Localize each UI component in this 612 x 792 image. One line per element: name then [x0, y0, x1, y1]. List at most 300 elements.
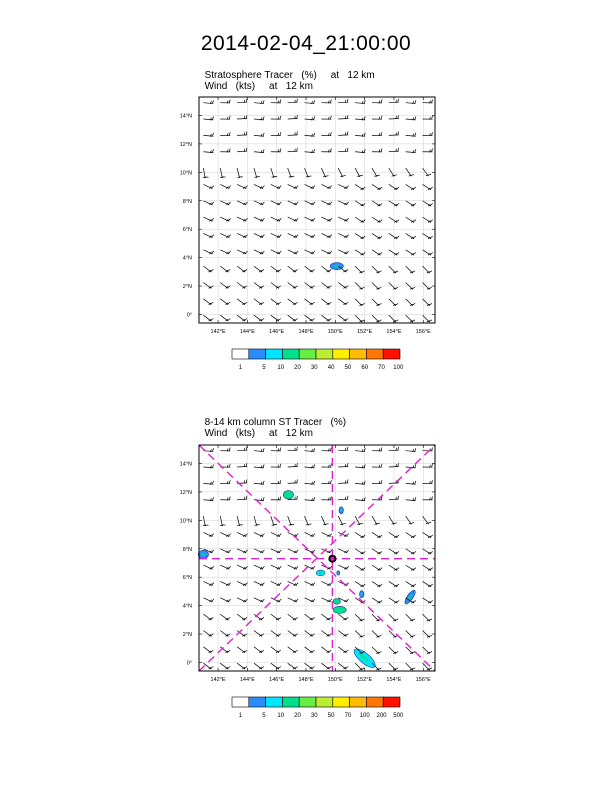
wind-barb — [203, 598, 213, 602]
wind-barb — [321, 315, 331, 321]
colorbar-swatch — [366, 697, 383, 707]
wind-barb — [338, 282, 348, 288]
wind-barb — [406, 497, 416, 501]
wind-barb — [237, 532, 247, 536]
wind-barb — [406, 481, 416, 485]
wind-barb — [355, 581, 365, 586]
x-tick-label: 146°E — [269, 329, 285, 335]
wind-barb — [321, 250, 331, 254]
wind-barb — [338, 131, 348, 135]
wind-barb — [372, 149, 382, 153]
wind-barb — [237, 463, 247, 467]
wind-barb — [237, 233, 247, 237]
wind-barb — [271, 663, 281, 669]
y-tick-label: 8°N — [182, 546, 192, 553]
wind-barb — [406, 217, 416, 222]
wind-barb — [220, 233, 230, 237]
wind-barb — [305, 516, 312, 525]
colorbar-label: 10 — [277, 365, 285, 371]
x-tick-label: 142°E — [210, 329, 226, 335]
wind-barb — [254, 201, 264, 205]
wind-barb — [203, 184, 213, 188]
x-tick-label: 152°E — [357, 677, 373, 683]
wind-barb — [254, 448, 264, 452]
wind-barb — [203, 630, 213, 636]
wind-barb — [406, 565, 416, 570]
wind-barb — [237, 598, 247, 602]
wind-barb — [355, 133, 365, 137]
x-tick-label: 146°E — [269, 677, 285, 683]
wind-barb — [355, 565, 365, 570]
wind-barb — [321, 266, 331, 272]
wind-barb — [220, 282, 230, 288]
wind-barb — [321, 464, 331, 468]
wind-barb — [254, 217, 264, 221]
wind-barb — [271, 282, 281, 288]
colorbar-swatch — [383, 697, 400, 707]
panel2-field-name: 8-14 km column ST Tracer (%) — [204, 417, 347, 428]
wind-barb — [254, 149, 264, 153]
wind-barb — [321, 598, 331, 602]
wind-barb — [355, 663, 364, 670]
y-tick-label: 0° — [186, 660, 192, 667]
tracer-blob-core-1 — [340, 509, 342, 512]
wind-barb — [406, 549, 416, 554]
x-tick-label: 148°E — [298, 677, 314, 683]
x-tick-label: 154°E — [386, 329, 402, 335]
wind-barb — [423, 480, 433, 484]
panel1-field-level: at 12 km — [330, 70, 375, 81]
wind-barb — [423, 201, 433, 206]
wind-barb — [271, 315, 281, 321]
x-tick-label: 156°E — [415, 329, 431, 335]
colorbar-label: 100 — [359, 713, 370, 719]
wind-barb — [423, 549, 433, 554]
colorbar-label: 40 — [327, 365, 335, 371]
wind-barb — [237, 549, 247, 553]
wind-barb — [203, 315, 213, 321]
wind-barb — [338, 233, 348, 237]
wind-barb — [423, 233, 433, 238]
y-tick-label: 8°N — [182, 198, 192, 205]
wind-barb — [389, 663, 398, 670]
wind-barb — [288, 115, 298, 119]
wind-barb — [406, 614, 415, 621]
wind-barb — [220, 250, 230, 254]
wind-barb — [288, 447, 298, 451]
wind-barb — [406, 266, 415, 273]
wind-barb — [355, 217, 365, 222]
wind-barb — [321, 497, 331, 501]
wind-barb — [406, 184, 416, 189]
wind-barb — [423, 598, 433, 603]
colorbar-swatch — [333, 349, 350, 359]
colorbar-swatch — [232, 349, 249, 359]
wind-barb — [406, 117, 416, 121]
x-tick-label: 148°E — [298, 329, 314, 335]
colorbar — [232, 697, 404, 719]
wind-barb — [355, 497, 365, 501]
wind-barb — [237, 581, 247, 585]
wind-barb — [254, 630, 264, 636]
wind-barb — [203, 299, 213, 305]
wind-barb — [355, 299, 364, 306]
wind-barb — [271, 266, 281, 272]
wind-barb — [321, 614, 331, 620]
wind-barb — [423, 647, 432, 654]
y-tick-label: 6°N — [182, 227, 192, 234]
wind-barb — [271, 116, 281, 120]
wind-barb — [288, 217, 298, 221]
x-tick-label: 152°E — [357, 329, 373, 335]
wind-barb — [355, 233, 365, 238]
wind-barb — [372, 532, 382, 537]
wind-barb — [321, 217, 331, 221]
colorbar-label: 60 — [361, 365, 369, 371]
page-title: 2014-02-04_21:00:00 — [200, 32, 412, 55]
x-tick-label: 144°E — [239, 677, 255, 683]
wind-barb — [220, 447, 230, 451]
wind-barb — [423, 565, 433, 570]
map-gridlines — [199, 97, 435, 323]
wind-barb — [321, 116, 331, 120]
colorbar-swatch — [266, 697, 283, 707]
wind-barb — [288, 565, 298, 569]
wind-barb — [355, 481, 365, 485]
wind-barb — [220, 497, 230, 501]
wind-barb — [423, 217, 433, 222]
y-tick-label: 6°N — [182, 575, 192, 582]
wind-barb — [288, 614, 298, 620]
wind-barb — [203, 282, 213, 288]
wind-barb — [254, 117, 264, 121]
wind-barb — [203, 581, 213, 585]
wind-barb — [355, 100, 365, 104]
wind-barb — [406, 532, 416, 537]
wind-barb — [406, 149, 416, 153]
wind-barb — [406, 663, 415, 670]
wind-barb — [372, 464, 382, 468]
wind-barb — [203, 647, 213, 653]
colorbar-label: 100 — [393, 365, 404, 371]
wind-barb — [220, 184, 230, 188]
wind-barb — [355, 614, 364, 621]
colorbar-swatch — [266, 349, 283, 359]
wind-barb — [321, 532, 331, 536]
wind-barb — [203, 117, 213, 121]
wind-barb — [372, 315, 381, 322]
wind-barb — [338, 496, 348, 500]
colorbar-swatch — [316, 349, 333, 359]
wind-barb — [338, 647, 348, 653]
wind-barb — [355, 549, 365, 554]
wind-barb — [288, 233, 298, 237]
wind-barb — [338, 115, 348, 119]
wind-barb — [288, 131, 298, 135]
wind-barb — [220, 266, 230, 272]
wind-barb — [423, 464, 433, 468]
wind-barb — [355, 201, 365, 206]
wind-barb — [355, 149, 365, 153]
wind-barb — [321, 282, 331, 288]
wind-barb — [271, 497, 281, 501]
wind-barb — [237, 299, 247, 305]
wind-barb — [355, 465, 365, 469]
wind-barb — [372, 581, 382, 586]
wind-barb — [372, 266, 381, 273]
colorbar-swatch — [282, 697, 299, 707]
wind-barb — [237, 565, 247, 569]
x-tick-label: 150°E — [327, 677, 343, 683]
wind-barb — [338, 99, 348, 103]
wind-barb — [321, 480, 331, 484]
wind-barb — [203, 250, 213, 254]
wind-barb — [406, 250, 416, 255]
x-tick-label: 150°E — [327, 329, 343, 335]
y-tick-label: 12°N — [179, 489, 192, 496]
wind-barb — [338, 315, 348, 321]
wind-barb — [254, 266, 264, 272]
wind-barb — [271, 581, 281, 585]
wind-barb — [254, 100, 264, 104]
wind-barb — [321, 581, 331, 585]
wind-barb — [389, 299, 398, 306]
wind-barb — [254, 581, 264, 585]
y-tick-label: 12°N — [179, 141, 192, 148]
wind-barb — [423, 497, 433, 501]
wind-barb — [237, 266, 247, 272]
cross-section-lines — [199, 445, 435, 671]
wind-barb — [271, 132, 281, 136]
colorbar-swatch — [350, 349, 367, 359]
colorbar-swatch — [316, 697, 333, 707]
wind-barb — [254, 516, 260, 526]
wind-barb — [254, 565, 264, 569]
wind-barb — [220, 549, 230, 553]
map-frame — [199, 97, 435, 323]
wind-barb — [288, 266, 298, 272]
wind-barb — [271, 549, 281, 553]
wind-barb — [271, 532, 281, 536]
wind-barb — [372, 299, 381, 306]
colorbar-swatch — [333, 697, 350, 707]
wind-barb — [355, 250, 365, 255]
panel1-wind-name: Wind (kts) — [204, 81, 256, 92]
wind-barb — [321, 516, 328, 525]
wind-barb — [423, 266, 432, 273]
wind-barb — [254, 133, 264, 137]
wind-barb — [203, 465, 213, 469]
wind-barb — [288, 463, 298, 467]
wind-barb — [288, 516, 295, 525]
tracer-blob-core-7 — [361, 593, 363, 596]
y-tick-label: 14°N — [179, 113, 192, 120]
wind-barb — [288, 532, 298, 536]
wind-barb — [372, 201, 382, 206]
wind-barb — [220, 116, 230, 120]
wind-barb — [254, 598, 264, 602]
wind-barb — [288, 250, 298, 254]
wind-barb — [423, 532, 433, 537]
wind-barb — [406, 100, 416, 104]
wind-barb — [406, 233, 416, 238]
wind-barb — [338, 447, 348, 451]
wind-barb — [321, 201, 331, 205]
wind-barb — [237, 99, 247, 103]
wind-barb — [338, 463, 348, 467]
wind-barb — [423, 99, 433, 103]
colorbar-swatch — [383, 349, 400, 359]
wind-barb — [220, 532, 230, 536]
wind-barb — [271, 233, 281, 237]
wind-barb — [406, 581, 416, 586]
wind-barb — [271, 464, 281, 468]
wind-barb — [237, 148, 247, 152]
wind-barb — [220, 149, 230, 153]
wind-barb — [271, 184, 281, 188]
y-tick-label: 2°N — [182, 632, 192, 639]
wind-barb — [372, 549, 382, 554]
center-marker-inner — [330, 557, 334, 561]
x-tick-label: 144°E — [239, 329, 255, 335]
panel1-wind-level: at 12 km — [269, 81, 313, 92]
wind-barb — [203, 614, 213, 620]
colorbar-label: 1 — [238, 713, 243, 719]
wind-barb — [254, 282, 264, 288]
wind-barb — [338, 201, 348, 205]
wind-barb — [220, 598, 230, 602]
y-tick-label: 4°N — [182, 255, 192, 262]
wind-barb — [423, 299, 432, 306]
wind-barb — [338, 479, 348, 483]
wind-barb — [423, 614, 432, 621]
wind-barb — [203, 201, 213, 205]
wind-barb — [254, 465, 264, 469]
wind-barb — [372, 233, 382, 238]
wind-barb — [271, 250, 281, 254]
wind-barb — [271, 565, 281, 569]
wind-barb — [389, 315, 398, 322]
colorbar-label: 1 — [238, 365, 243, 371]
colorbar-swatch — [299, 349, 316, 359]
wind-barb — [203, 516, 208, 526]
tracer-blob-core-3 — [319, 572, 323, 575]
wind-barb — [220, 630, 230, 636]
wind-barb — [406, 133, 416, 137]
wind-barb — [423, 315, 432, 322]
wind-barb — [271, 598, 281, 602]
colorbar-swatch — [282, 349, 299, 359]
wind-barb — [203, 532, 213, 536]
y-tick-label: 0° — [186, 312, 192, 319]
wind-barb — [389, 266, 398, 273]
colorbar-swatch — [366, 349, 383, 359]
wind-barb — [406, 448, 416, 452]
wind-barb — [423, 581, 433, 586]
wind-barb — [321, 447, 331, 451]
wind-barb — [237, 184, 247, 188]
tracer-blob-core-5 — [335, 600, 338, 603]
wind-barb — [355, 448, 365, 452]
stratosphere-tracer-map — [0, 80, 612, 380]
wind-barb — [254, 168, 260, 178]
wind-barb — [338, 299, 348, 305]
wind-barb — [288, 630, 298, 636]
wind-barb — [288, 598, 298, 602]
wind-barb — [237, 115, 247, 119]
wind-barb — [254, 233, 264, 237]
wind-barb — [254, 315, 264, 321]
wind-barb — [271, 630, 281, 636]
wind-barb — [288, 315, 298, 321]
wind-barb — [338, 565, 348, 569]
wind-barb — [271, 217, 281, 221]
wind-barb — [203, 217, 213, 221]
colorbar-label: 70 — [378, 365, 385, 371]
wind-barb — [220, 663, 230, 669]
wind-barb — [203, 149, 213, 153]
colorbar-label: 20 — [294, 713, 301, 719]
wind-barb — [372, 598, 382, 603]
wind-barb — [406, 315, 415, 322]
panel2-wind-level: at 12 km — [269, 428, 313, 439]
wind-barb — [220, 217, 230, 221]
wind-barb — [220, 132, 230, 136]
wind-barb — [237, 131, 247, 135]
wind-barb — [288, 201, 298, 205]
colorbar-swatch — [249, 697, 266, 707]
wind-barb — [406, 201, 416, 206]
wind-barb — [203, 168, 208, 178]
wind-barb — [355, 184, 365, 189]
wind-barb — [203, 565, 213, 569]
wind-barb — [220, 581, 230, 585]
wind-barb — [372, 99, 382, 103]
tracer-contours — [198, 490, 417, 670]
colorbar-label: 10 — [277, 713, 285, 719]
wind-barb — [237, 217, 247, 221]
wind-barb — [355, 315, 364, 322]
wind-barb — [338, 663, 348, 669]
y-tick-label: 10°N — [179, 170, 192, 177]
wind-barb — [288, 549, 298, 553]
wind-barb — [423, 132, 433, 136]
wind-barb — [372, 480, 382, 484]
wind-barbs — [203, 99, 433, 322]
wind-barb — [338, 630, 348, 636]
y-tick-label: 2°N — [182, 284, 192, 291]
wind-barb — [203, 233, 213, 237]
colorbar-label: 200 — [376, 713, 387, 719]
wind-barb — [372, 447, 382, 451]
wind-barb — [288, 148, 298, 152]
wind-barb — [321, 149, 331, 153]
wind-barb — [220, 201, 230, 205]
wind-barb — [288, 184, 298, 188]
wind-barb — [271, 480, 281, 484]
column-tracer-map — [0, 428, 612, 728]
colorbar-swatch — [249, 349, 266, 359]
wind-barb — [338, 148, 348, 152]
wind-barb — [355, 266, 364, 273]
wind-barb — [220, 565, 230, 569]
wind-barb — [220, 168, 225, 178]
wind-barb — [423, 184, 433, 189]
wind-barb — [237, 647, 247, 653]
wind-barb — [338, 549, 348, 553]
colorbar-label: 20 — [294, 365, 301, 371]
wind-barb — [203, 481, 213, 485]
